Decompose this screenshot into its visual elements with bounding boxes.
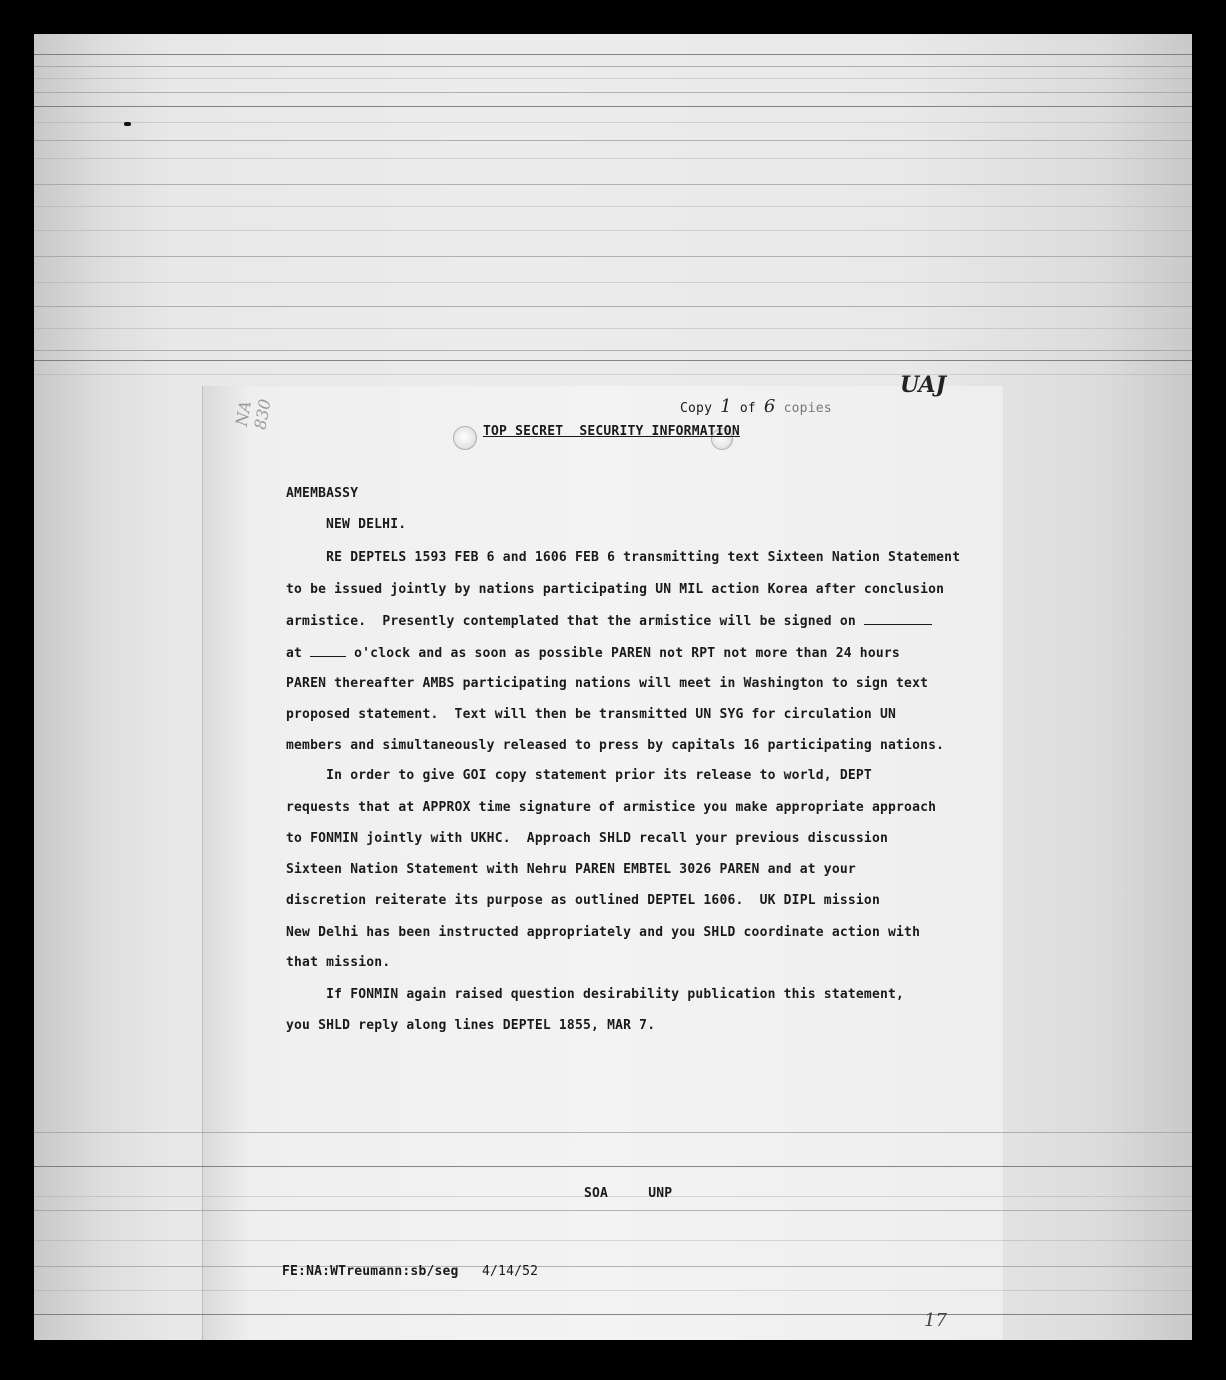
- draft-date: 4/14/52: [482, 1264, 539, 1279]
- punch-hole: [453, 426, 477, 450]
- pencil-note: NA 830: [231, 397, 275, 431]
- body-line-text: o'clock and as soon as possible PAREN not RPT not more than 24 hours: [354, 646, 900, 661]
- handwritten-initials: UAJ: [900, 372, 946, 398]
- addressee-line-1: AMEMBASSY: [286, 486, 359, 501]
- scan-line: [34, 54, 1192, 55]
- body-line: New Delhi has been instructed appropriately and you SHLD coordinate action with: [286, 925, 921, 940]
- ink-speck: [124, 122, 131, 126]
- scan-line: [34, 158, 1192, 159]
- scan-line: [34, 206, 1192, 207]
- copy-number: 1: [720, 396, 732, 417]
- scan-line: [34, 374, 1192, 375]
- body-line-text: at: [286, 646, 303, 661]
- scan-line: [34, 122, 1192, 123]
- body-line: discretion reiterate its purpose as outlined DEPTEL 1606. UK DIPL mission: [286, 893, 880, 908]
- page-number: 17: [924, 1310, 947, 1331]
- body-line: to be issued jointly by nations participating UN MIL action Korea after conclusion: [286, 582, 945, 597]
- time-blank: [310, 644, 346, 657]
- date-blank: [864, 612, 932, 625]
- scan-line: [34, 106, 1192, 107]
- body-line: you SHLD reply along lines DEPTEL 1855, MAR 7.: [286, 1018, 656, 1033]
- scan-line: [34, 230, 1192, 231]
- scan-line: [34, 1240, 1192, 1241]
- scan-line: [34, 92, 1192, 93]
- body-line: requests that at APPROX time signature of armistice you make appropriate approach: [286, 800, 937, 815]
- classification-heading: TOP SECRET SECURITY INFORMATION: [483, 424, 740, 439]
- scan-line: [34, 1166, 1192, 1167]
- body-line: PAREN thereafter AMBS participating nations will meet in Washington to sign text: [286, 676, 929, 691]
- scan-line: [34, 256, 1192, 257]
- copies-label: copies: [783, 401, 832, 416]
- scanned-sheet: [34, 34, 1192, 1340]
- body-line: that mission.: [286, 955, 391, 970]
- drafter-reference: FE:NA:WTreumann:sb/seg: [282, 1264, 459, 1279]
- scan-line: [34, 66, 1192, 67]
- addressee-line-2: NEW DELHI.: [326, 517, 407, 532]
- body-line: to FONMIN jointly with UKHC. Approach SHLD recall your previous discussion: [286, 831, 888, 846]
- scan-line: [34, 184, 1192, 185]
- copy-label: Copy: [680, 401, 713, 416]
- copy-control-line: [680, 396, 832, 417]
- body-line: proposed statement. Text will then be transmitted UN SYG for circulation UN: [286, 707, 897, 722]
- scan-line: [34, 1290, 1192, 1291]
- body-line: Sixteen Nation Statement with Nehru PAREN EMBTEL 3026 PAREN and at your: [286, 862, 856, 877]
- scan-line: [34, 1314, 1192, 1315]
- body-line: [286, 612, 932, 629]
- body-line: [286, 644, 900, 661]
- copy-total: 6: [763, 396, 776, 417]
- scan-line: [34, 140, 1192, 141]
- scan-line: [34, 1132, 1192, 1133]
- scan-line: [34, 350, 1192, 351]
- scan-line: [34, 282, 1192, 283]
- of-label: of: [739, 401, 756, 416]
- scan-line: [34, 1210, 1192, 1211]
- body-line: members and simultaneously released to press by capitals 16 participating nations.: [286, 738, 945, 753]
- scan-line: [34, 1266, 1192, 1267]
- scan-line: [34, 78, 1192, 79]
- body-line: RE DEPTELS 1593 FEB 6 and 1606 FEB 6 transmitting text Sixteen Nation Statement: [286, 550, 961, 565]
- scan-line: [34, 306, 1192, 307]
- scan-line: [34, 328, 1192, 329]
- body-line-text: armistice. Presently contemplated that the armistice will be signed on: [286, 614, 856, 629]
- clearance-offices: SOA UNP: [584, 1186, 673, 1201]
- body-line: If FONMIN again raised question desirability publication this statement,: [286, 987, 905, 1002]
- scan-line: [34, 360, 1192, 361]
- body-line: In order to give GOI copy statement prior its release to world, DEPT: [286, 768, 872, 783]
